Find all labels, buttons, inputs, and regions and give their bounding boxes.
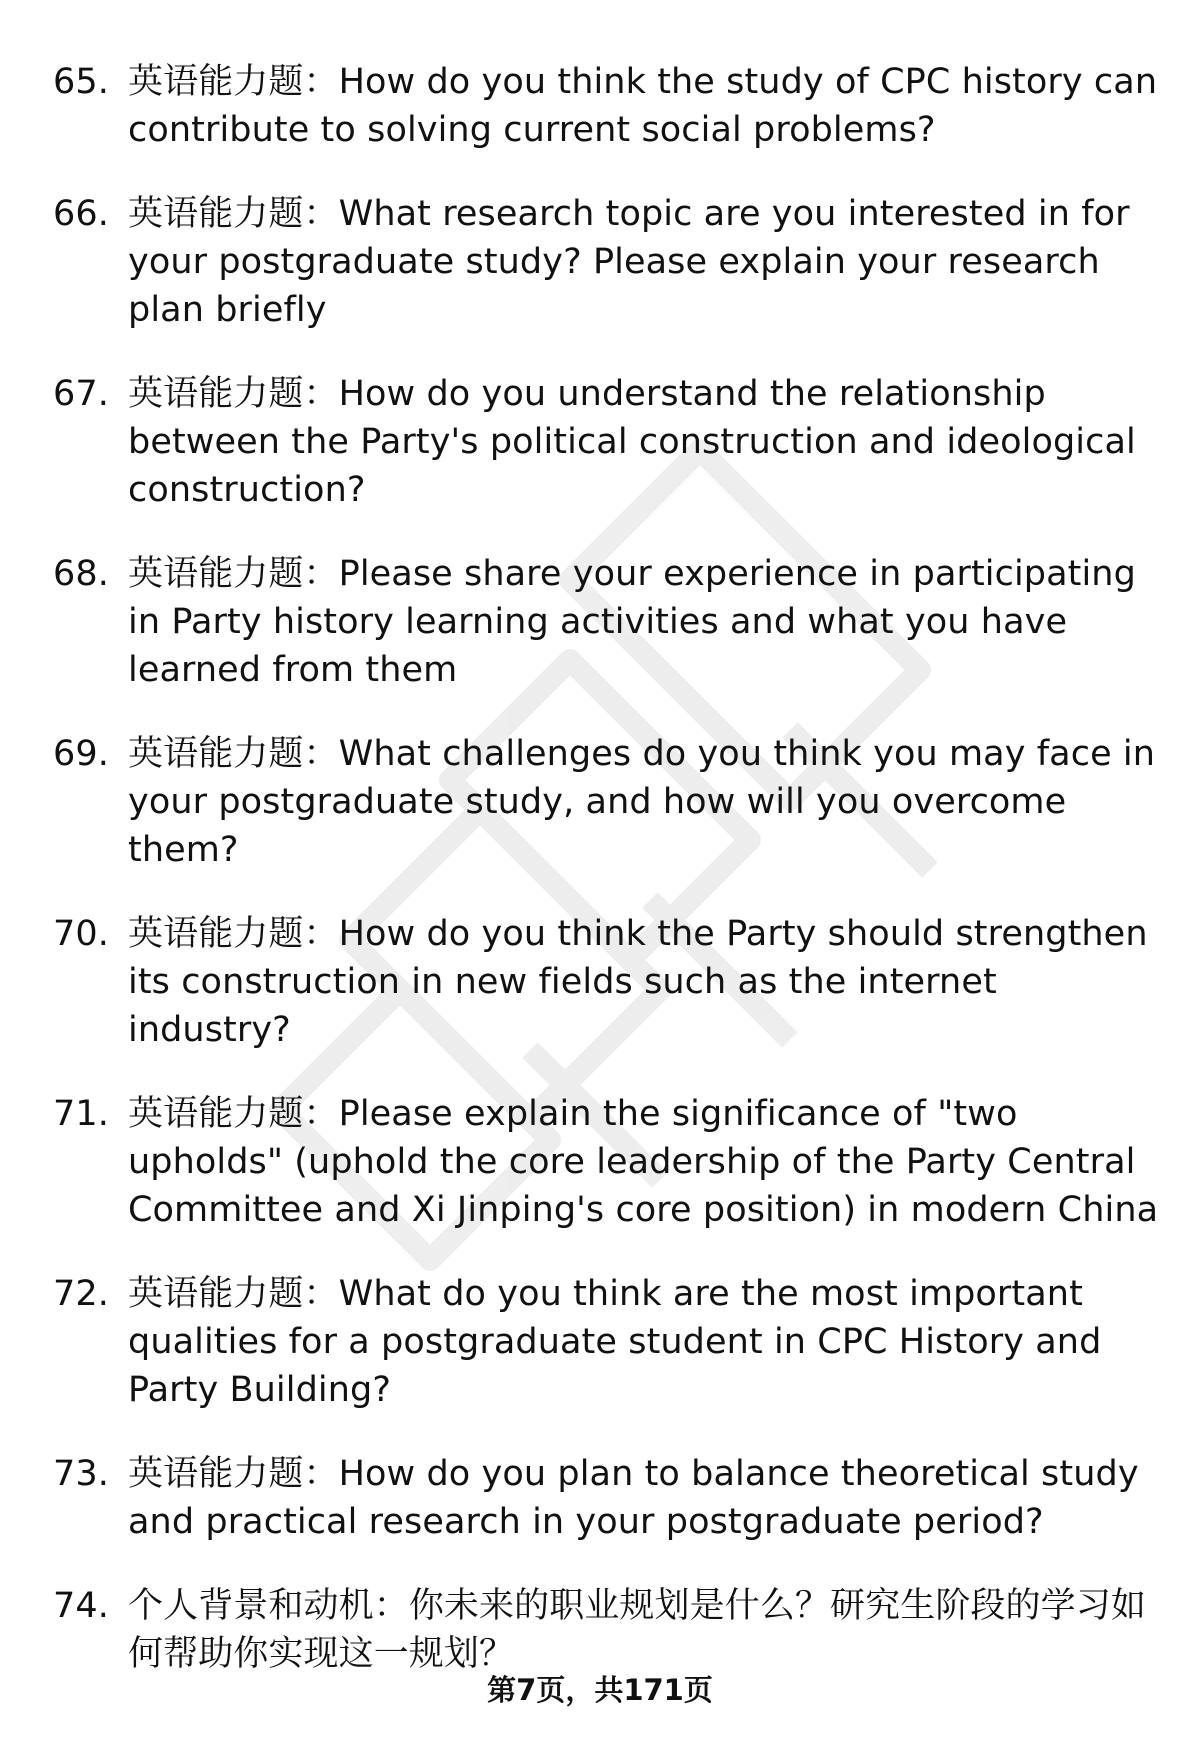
- question-number: 72.: [53, 1274, 109, 1314]
- question-text: Please share your experience in participating in Party history learning activities and what you have learned from them: [128, 554, 1136, 690]
- question-number: 67.: [53, 374, 109, 414]
- question-item: [0, 1582, 1200, 1678]
- question-number: 65.: [53, 62, 109, 102]
- question-text: How do you plan to balance theoretical study and practical research in your postgraduate period?: [128, 1454, 1139, 1542]
- question-body: [128, 1582, 1160, 1678]
- question-body: [128, 58, 1160, 154]
- question-item: [0, 730, 1200, 874]
- question-body: [128, 910, 1160, 1054]
- question-number: 66.: [53, 194, 109, 234]
- question-text: How do you understand the relationship between the Party's political construction and ideological construction?: [128, 374, 1136, 510]
- question-number: 69.: [53, 734, 109, 774]
- question-category: 英语能力题：: [128, 734, 339, 774]
- question-text: What research topic are you interested in for your postgraduate study? Please explain your research plan briefly: [128, 194, 1130, 330]
- question-category: 英语能力题：: [128, 914, 339, 954]
- question-body: [128, 550, 1160, 694]
- page-footer: 第7页，共171页: [487, 1673, 713, 1707]
- question-body: [128, 1090, 1160, 1234]
- question-item: [0, 1090, 1200, 1234]
- question-text: 你未来的职业规划是什么？研究生阶段的学习如何帮助你实现这一规划？: [128, 1586, 1146, 1674]
- question-text: Please explain the significance of "two upholds" (uphold the core leadership of the Party Central Committee and Xi Jinping's core position) in modern China: [128, 1094, 1159, 1230]
- question-category: 英语能力题：: [128, 1094, 339, 1134]
- question-category: 英语能力题：: [128, 194, 339, 234]
- question-category: 英语能力题：: [128, 1454, 339, 1494]
- question-body: [128, 1450, 1160, 1546]
- question-item: [0, 190, 1200, 334]
- question-number: 74.: [53, 1586, 109, 1626]
- question-item: [0, 910, 1200, 1054]
- question-category: 英语能力题：: [128, 554, 339, 594]
- question-text: How do you think the Party should strengthen its construction in new fields such as the internet industry?: [128, 914, 1148, 1050]
- question-body: [128, 370, 1160, 514]
- question-body: [128, 1270, 1160, 1414]
- question-list: [0, 58, 1200, 1714]
- question-number: 73.: [53, 1454, 109, 1494]
- question-text: What do you think are the most important qualities for a postgraduate student in CPC History and Party Building?: [128, 1274, 1102, 1410]
- question-item: [0, 1450, 1200, 1546]
- question-category: 英语能力题：: [128, 1274, 339, 1314]
- question-body: [128, 730, 1160, 874]
- question-number: 71.: [53, 1094, 109, 1134]
- question-item: [0, 370, 1200, 514]
- question-body: [128, 190, 1160, 334]
- question-category: 英语能力题：: [128, 62, 339, 102]
- question-item: [0, 1270, 1200, 1414]
- question-number: 70.: [53, 914, 109, 954]
- question-item: [0, 550, 1200, 694]
- question-number: 68.: [53, 554, 109, 594]
- question-text: How do you think the study of CPC history can contribute to solving current social problems?: [128, 62, 1158, 150]
- question-item: [0, 58, 1200, 154]
- question-text: What challenges do you think you may face in your postgraduate study, and how will you overcome them?: [128, 734, 1156, 870]
- question-category: 英语能力题：: [128, 374, 339, 414]
- question-category: 个人背景和动机：: [128, 1586, 409, 1626]
